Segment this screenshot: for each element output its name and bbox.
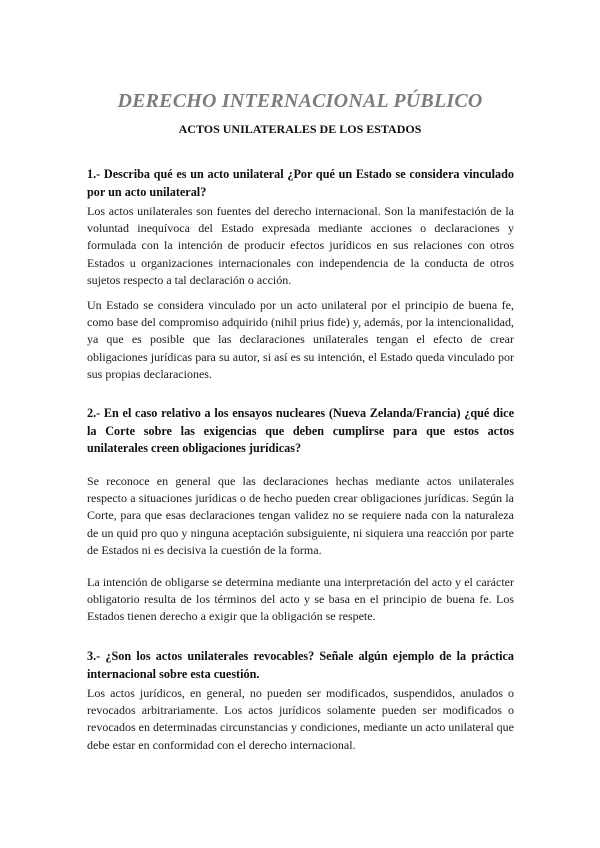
document-title: DERECHO INTERNACIONAL PÚBLICO (117, 90, 483, 112)
question-2: 2.- En el caso relativo a los ensayos nucleares (Nueva Zelanda/Francia) ¿qué dice la Corte sobre las exigencias que deben cumplirse para que estos actos unilaterales creen obligaciones jurídicas? (87, 406, 514, 455)
answer-2-paragraph-2: La intención de obligarse se determina mediante una interpretación del acto y el carácter obligatorio resulta de los términos del acto y se basa en el principio de buena fe. Los Estados tienen derecho a exigir que la obligación se respete. (87, 575, 514, 624)
question-1: 1.- Describa qué es un acto unilateral ¿Por qué un Estado se considera vinculado por un acto unilateral? (87, 167, 514, 199)
answer-1-paragraph-1: Los actos unilaterales son fuentes del derecho internacional. Son la manifestación de la voluntad inequívoca del Estado expresada mediante acciones o declaraciones y formulada con la intención de producir efectos jurídicos en sus relaciones con otros Estados u organizaciones internacionales con independencia de la conducta de otros sujetos respecto a tal declaración o acción. (87, 204, 514, 287)
answer-2-paragraph-1: Se reconoce en general que las declaraciones hechas mediante actos unilaterales respecto a situaciones jurídicas o de hecho pueden crear obligaciones jurídicas. Según la Corte, para que esas declaraciones tengan validez no se requiere nada con la naturaleza de un quid pro quo y ninguna aceptación subsiguiente, ni siquiera una reacción por parte de Estados ni es decisiva la cuestión de la forma. (87, 474, 514, 557)
answer-1-paragraph-2: Un Estado se considera vinculado por un acto unilateral por el principio de buena fe, como base del compromiso adquirido (nihil prius fide) y, además, por la intencionalidad, ya que es posible que las declaraciones unilaterales tengan el efecto de crear obligaciones jurídicas para su autor, si así es su intención, el Estado queda vinculado por sus propias declaraciones. (87, 298, 514, 381)
answer-3-paragraph-1: Los actos jurídicos, en general, no pueden ser modificados, suspendidos, anulados o revocados arbitrariamente. Los actos jurídicos solamente pueden ser modificados o revocados en determinadas circunstancias y condiciones, mediante un acto unilateral que debe estar en conformidad con el derecho internacional. (87, 686, 514, 752)
question-3: 3.- ¿Son los actos unilaterales revocables? Señale algún ejemplo de la práctica internacional sobre esta cuestión. (87, 649, 514, 681)
document-subtitle: ACTOS UNILATERALES DE LOS ESTADOS (178, 122, 422, 136)
